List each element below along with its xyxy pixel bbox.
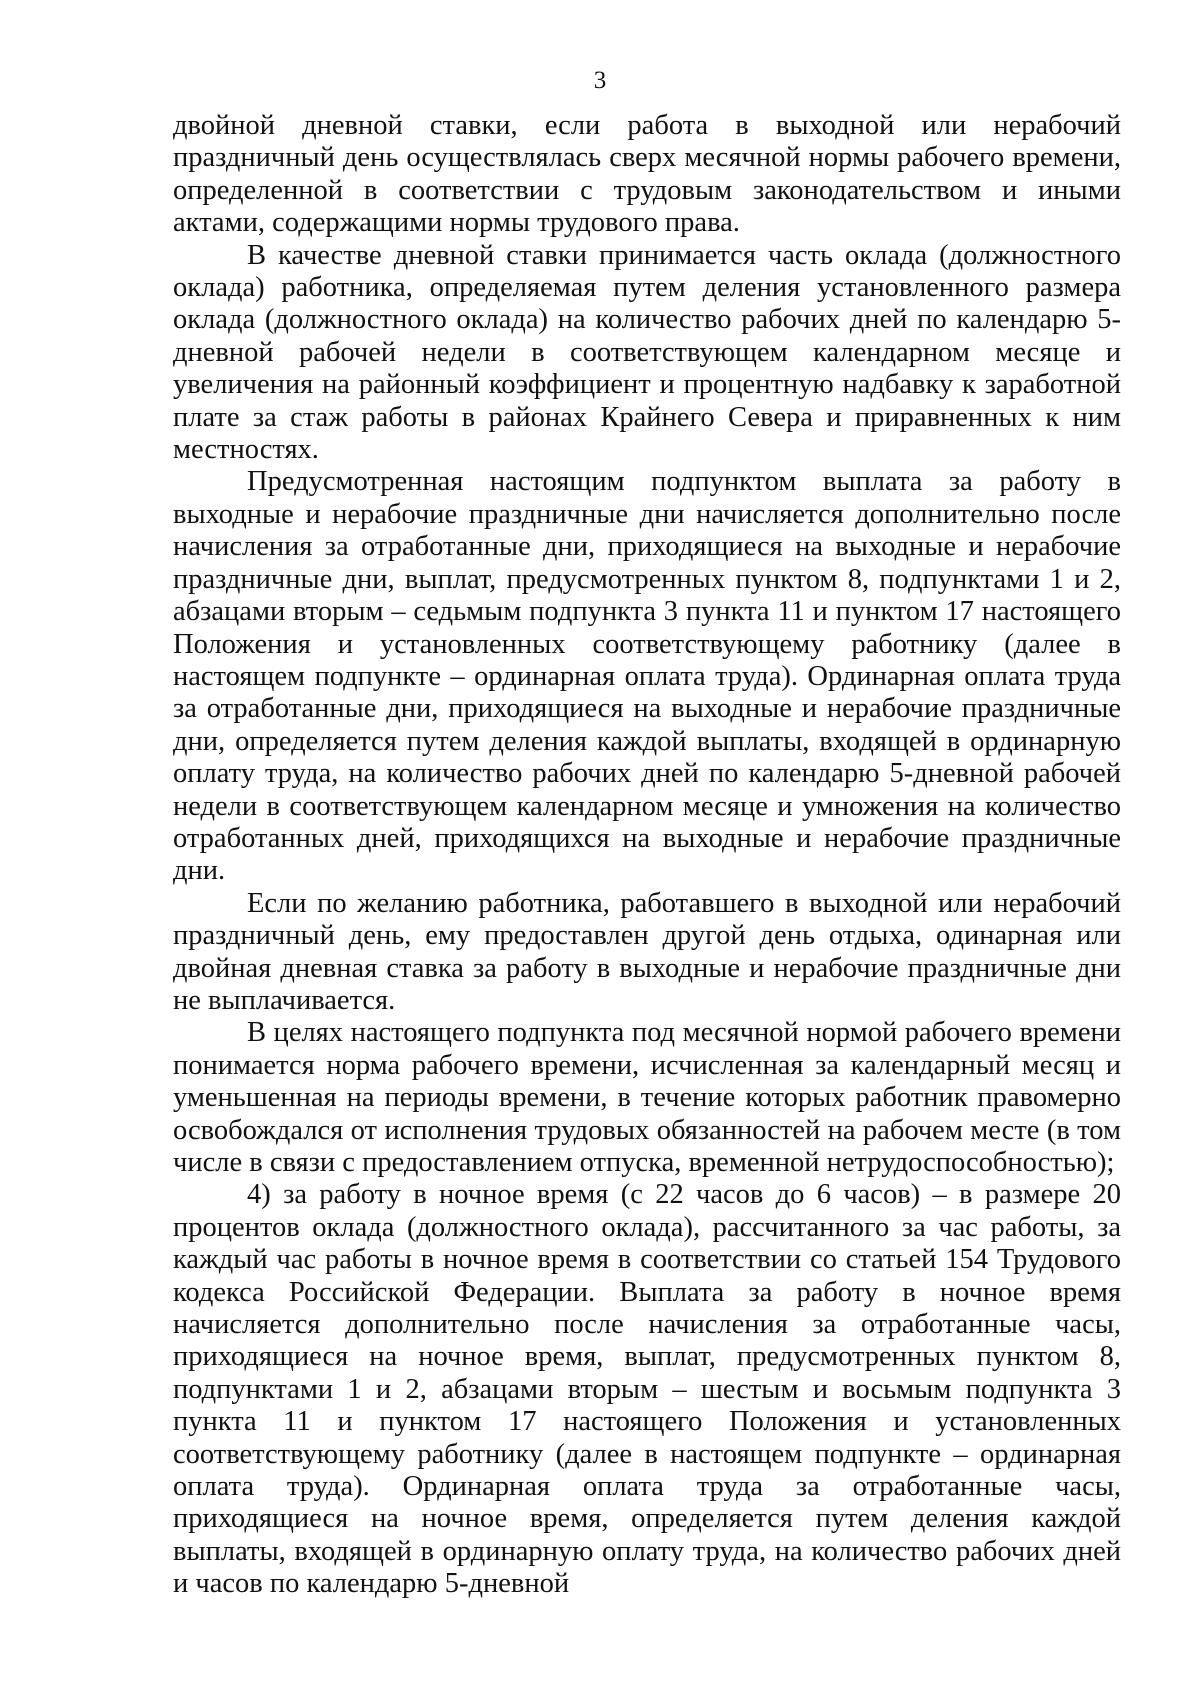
document-body <box>173 110 1121 1601</box>
paragraph-weekend-payment: Предусмотренная настоящим подпунктом выплата за работу в выходные и нерабочие праздничные дни начисляется дополнительно после начисления за отработанные дни, приходящиеся на выходные и нерабочие праздничные дни, выплат, предусмотренных пунктом 8, подпунктами 1 и 2, абзацами вторым – седьмым подпункта 3 пункта 11 и пунктом 17 настоящего Положения и установленных соответствующему работнику (далее в настоящем подпункте – ординарная оплата труда). Ординарная оплата труда за отработанные дни, приходящиеся на выходные и нерабочие праздничные дни, определяется путем деления каждой выплаты, входящей в ординарную оплату труда, на количество рабочих дней по календарю 5-дневной рабочей недели в соответствующем календарном месяце и умножения на количество отработанных дней, приходящихся на выходные и нерабочие праздничные дни. <box>173 466 1121 887</box>
paragraph-monthly-norm: В целях настоящего подпункта под месячной нормой рабочего времени понимается норма рабочего времени, исчисленная за календарный месяц и уменьшенная на периоды времени, в течение которых работник правомерно освобождался от исполнения трудовых обязанностей на рабочем месте (в том числе в связи с предоставлением отпуска, временной нетрудоспособностью); <box>173 1017 1121 1178</box>
paragraph-night-work: 4) за работу в ночное время (с 22 часов до 6 часов) – в размере 20 процентов оклада (должностного оклада), рассчитанного за час работы, за каждый час работы в ночное время в соответствии со статьей 154 Трудового кодекса Российской Федерации. Выплата за работу в ночное время начисляется дополнительно после начисления за отработанные часы, приходящиеся на ночное время, выплат, предусмотренных пунктом 8, подпунктами 1 и 2, абзацами вторым – шестым и восьмым подпункта 3 пункта 11 и пунктом 17 настоящего Положения и установленных соответствующему работнику (далее в настоящем подпункте – ординарная оплата труда). Ординарная оплата труда за отработанные часы, приходящиеся на ночное время, определяется путем деления каждой выплаты, входящей в ординарную оплату труда, на количество рабочих дней и часов по календарю 5-дневной <box>173 1179 1121 1600</box>
paragraph-daily-rate: В качестве дневной ставки принимается часть оклада (должностного оклада) работника, определяемая путем деления установленного размера оклада (должностного оклада) на количество рабочих дней по календарю 5-дневной рабочей недели в соответствующем календарном месяце и увеличения на районный коэффициент и процентную надбавку к заработной плате за стаж работы в районах Крайнего Севера и приравненных к ним местностях. <box>173 239 1121 466</box>
page-number: 3 <box>593 67 607 94</box>
paragraph-day-off: Если по желанию работника, работавшего в выходной или нерабочий праздничный день, ему предоставлен другой день отдыха, одинарная или двойная дневная ставка за работу в выходные и нерабочие праздничные дни не выплачивается. <box>173 887 1121 1016</box>
paragraph-continuation: двойной дневной ставки, если работа в выходной или нерабочий праздничный день осуществлялась сверх месячной нормы рабочего времени, определенной в соответствии с трудовым законодательством и иными актами, содержащими нормы трудового права. <box>173 110 1121 239</box>
